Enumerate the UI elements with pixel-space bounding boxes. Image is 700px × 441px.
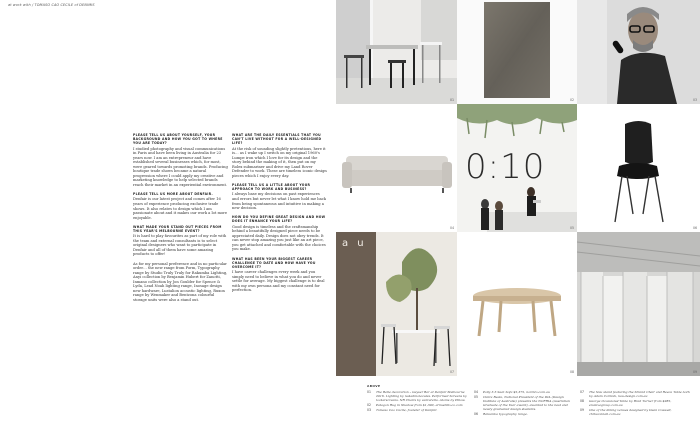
credit-item bbox=[580, 409, 692, 417]
text-column-1 bbox=[133, 133, 228, 307]
answer: Denfair is our latest project and comes after 16 years of experience producing exclusive trade shows. It also relates to design which I am passionate about and it makes our work a lot more enjoyable. bbox=[133, 197, 228, 220]
photo-09-dining-venue bbox=[577, 232, 700, 376]
interior-photo-image bbox=[336, 0, 457, 104]
credit-number: 03 bbox=[367, 407, 371, 412]
photo-04-sofa bbox=[336, 104, 457, 232]
photo-number: 03 bbox=[692, 98, 697, 102]
portrait-photo-image bbox=[577, 0, 700, 104]
photo-number: 05 bbox=[569, 226, 574, 230]
photo-05-presentation bbox=[457, 104, 577, 232]
photo-number: 02 bbox=[569, 98, 574, 102]
qa-block bbox=[133, 262, 228, 303]
credits-column-3 bbox=[580, 391, 692, 417]
credits-title: ABOVE bbox=[367, 384, 381, 388]
question: WHAT MADE YOUR STAND OUT PIECES FROM THIS YEAR'S MELBOURNE EVENT? bbox=[133, 224, 222, 233]
photo-number: 08 bbox=[569, 370, 574, 374]
venue-photo-image bbox=[577, 232, 700, 376]
credits-column-1 bbox=[367, 391, 467, 414]
photo-03-portrait bbox=[577, 0, 700, 104]
credit-text: Claire Beale, National President of the DIA (Design Institute of Australia) presents the NOFRIA (Australian Graduate of the Year award), awarded to the best and newly graduated design students. bbox=[483, 394, 570, 411]
photo-01-interior bbox=[336, 0, 457, 104]
credit-number: 05 bbox=[474, 394, 478, 399]
credit-text: Patagon Rug in Shadow from $1,390, armadillo-co.com bbox=[376, 402, 463, 407]
photo-number: 07 bbox=[449, 370, 454, 374]
question: WHAT ARE THE DAILY ESSENTIALS THAT YOU CAN'T LIVE WITHOUT FOR A WELL-DESIGNED LIFE? bbox=[232, 133, 322, 146]
qa-block bbox=[133, 225, 228, 257]
credit-item bbox=[474, 396, 574, 412]
credit-item bbox=[474, 413, 574, 417]
rug-photo-image bbox=[457, 0, 577, 104]
credit-number: 02 bbox=[367, 402, 371, 407]
question: WHAT HAS BEEN YOUR BIGGEST CAREER CHALLENGE TO DATE AND HOW HAVE YOU OVERCOME IT? bbox=[232, 256, 316, 269]
stand-signage-text: a u bbox=[342, 238, 367, 249]
credit-number: 09 bbox=[580, 407, 584, 412]
credit-number: 01 bbox=[367, 390, 371, 394]
answer: I studied photography and visual communications in Paris and have been living in Australia for 23 years now. I am an entrepreneur and have established several businesses which, for most, were geared towards promoting brands. Producing boutique trade shows became a natural progression where I could apply my creative and marketing knowledge to help selected brands reach their market in an experiential environment. bbox=[133, 146, 228, 187]
sofa-photo-image bbox=[336, 104, 457, 232]
answer: As for my personal preference and in no particular order… the new range from Form, Typography range by Studio Truly Truly for Rakumba Lighting, Anyi collection by Benjamin Hubert for Zanotti, Inmano collection by Jon Goulder for Spence & Lyda, Lead Noah lighting range, Inosage design new hardware, Lustalion acoustic lighting, Ruxon range by Wenmaker and Bentzona colourful storage units were also a stand out. bbox=[133, 261, 228, 302]
credit-item bbox=[367, 409, 467, 413]
credit-item bbox=[580, 391, 692, 399]
text-column-2 bbox=[232, 133, 327, 298]
question: PLEASE TELL US MORE ABOUT DENFAIR. bbox=[133, 192, 213, 197]
photo-08-table bbox=[457, 232, 577, 376]
qa-block bbox=[232, 257, 327, 293]
page-header: at work with / TOMASO CAO CECILE of DENIMIS bbox=[8, 3, 95, 7]
qa-block bbox=[133, 192, 228, 220]
credit-number: 08 bbox=[580, 398, 584, 403]
photo-07-nau-stand bbox=[336, 232, 457, 376]
credit-item bbox=[367, 391, 467, 403]
answer: It is hard to play favourites as part of my role with the team and external consultants is to select original designers who want to participate in Denfair and all of them have some amazing products to offer! bbox=[133, 234, 227, 257]
photo-06-chair bbox=[577, 104, 700, 232]
question: PLEASE TELL US A LITTLE ABOUT YOUR APPROACH TO WORK AND BUSINESS? bbox=[232, 183, 311, 192]
credit-item bbox=[580, 400, 692, 408]
credit-text: Polly 3.5 Seat Sofa $5,375, norinto.com.au bbox=[483, 390, 550, 394]
screen-display-text: 0:10 bbox=[465, 147, 546, 187]
photo-number: 04 bbox=[449, 226, 454, 230]
qa-block bbox=[232, 133, 327, 178]
question: PLEASE TELL US ABOUT YOURSELF, YOUR BACKGROUND AND HOW YOU GOT TO WHERE YOU ARE TODAY? bbox=[133, 133, 223, 146]
question: HOW DO YOU DEFINE GREAT DESIGN AND HOW DOES IT ENHANCE YOUR LIFE? bbox=[232, 215, 326, 224]
table-photo-image bbox=[457, 232, 577, 376]
credit-number: 06 bbox=[474, 411, 478, 416]
credit-text: The Nau stand featuring the Strand Chair and Reece Table both by Adam Cornish, nau-design.com.au bbox=[589, 390, 690, 398]
credit-number: 07 bbox=[580, 390, 584, 394]
qa-block bbox=[232, 215, 327, 252]
photo-02-rug bbox=[457, 0, 577, 104]
credit-number: 04 bbox=[474, 390, 478, 394]
stand-photo-image bbox=[336, 232, 457, 376]
photo-number: 09 bbox=[692, 370, 697, 374]
answer: I always base my decisions on past experiences and errors but never let what I know hold me back from being spontaneous and intuitive in making a new decision. bbox=[232, 192, 327, 211]
credit-text: Rakumba typography range. bbox=[483, 411, 528, 416]
answer: Good design is timeless and the craftsmanship behind a beautifully designed piece needs to be appreciated daily. Design does not obey trends. It can never stop amazing you just like an art piece, you get attached and comfortable with the choices you make. bbox=[232, 224, 326, 252]
answer: At the risk of sounding slightly pretentious, here it is… as I wake up I switch on my original 1960's Lumpe iron which I love for its design and the story behind the making of it, then put on my Rolex submariner and drive my Land Rover Defender to work. These are timeless iconic design pieces which I enjoy every day. bbox=[232, 146, 327, 178]
chair-photo-image bbox=[577, 104, 700, 232]
qa-block bbox=[133, 133, 228, 188]
credit-text: The Belle decoration – Geyser Bar at Denfair Melbourne 2016. Lighting by nakedmolecules. Performed Screens by lockerscreens. NR Chairs by venturella. Atoms by Pillow. bbox=[376, 390, 467, 402]
credits-column-2 bbox=[474, 391, 574, 417]
credit-text: Tomaso Cao Cecile, founder of Denfair. bbox=[376, 407, 438, 412]
qa-block bbox=[232, 183, 327, 211]
credit-text: George Occasional Table by Brad Turner from $285, enclavegroup.com.au bbox=[589, 398, 672, 407]
answer: I have career challenges every week and you simply need to believe in what you do and never settle for average. My biggest challenge is to deal with my own persona and my constant need for perfection. bbox=[232, 270, 325, 293]
photo-number: 06 bbox=[692, 226, 697, 230]
credit-text: One of the dining venues designed by Dean Coswell, chrisconnell.com.au bbox=[589, 407, 672, 416]
photo-number: 01 bbox=[449, 98, 454, 102]
